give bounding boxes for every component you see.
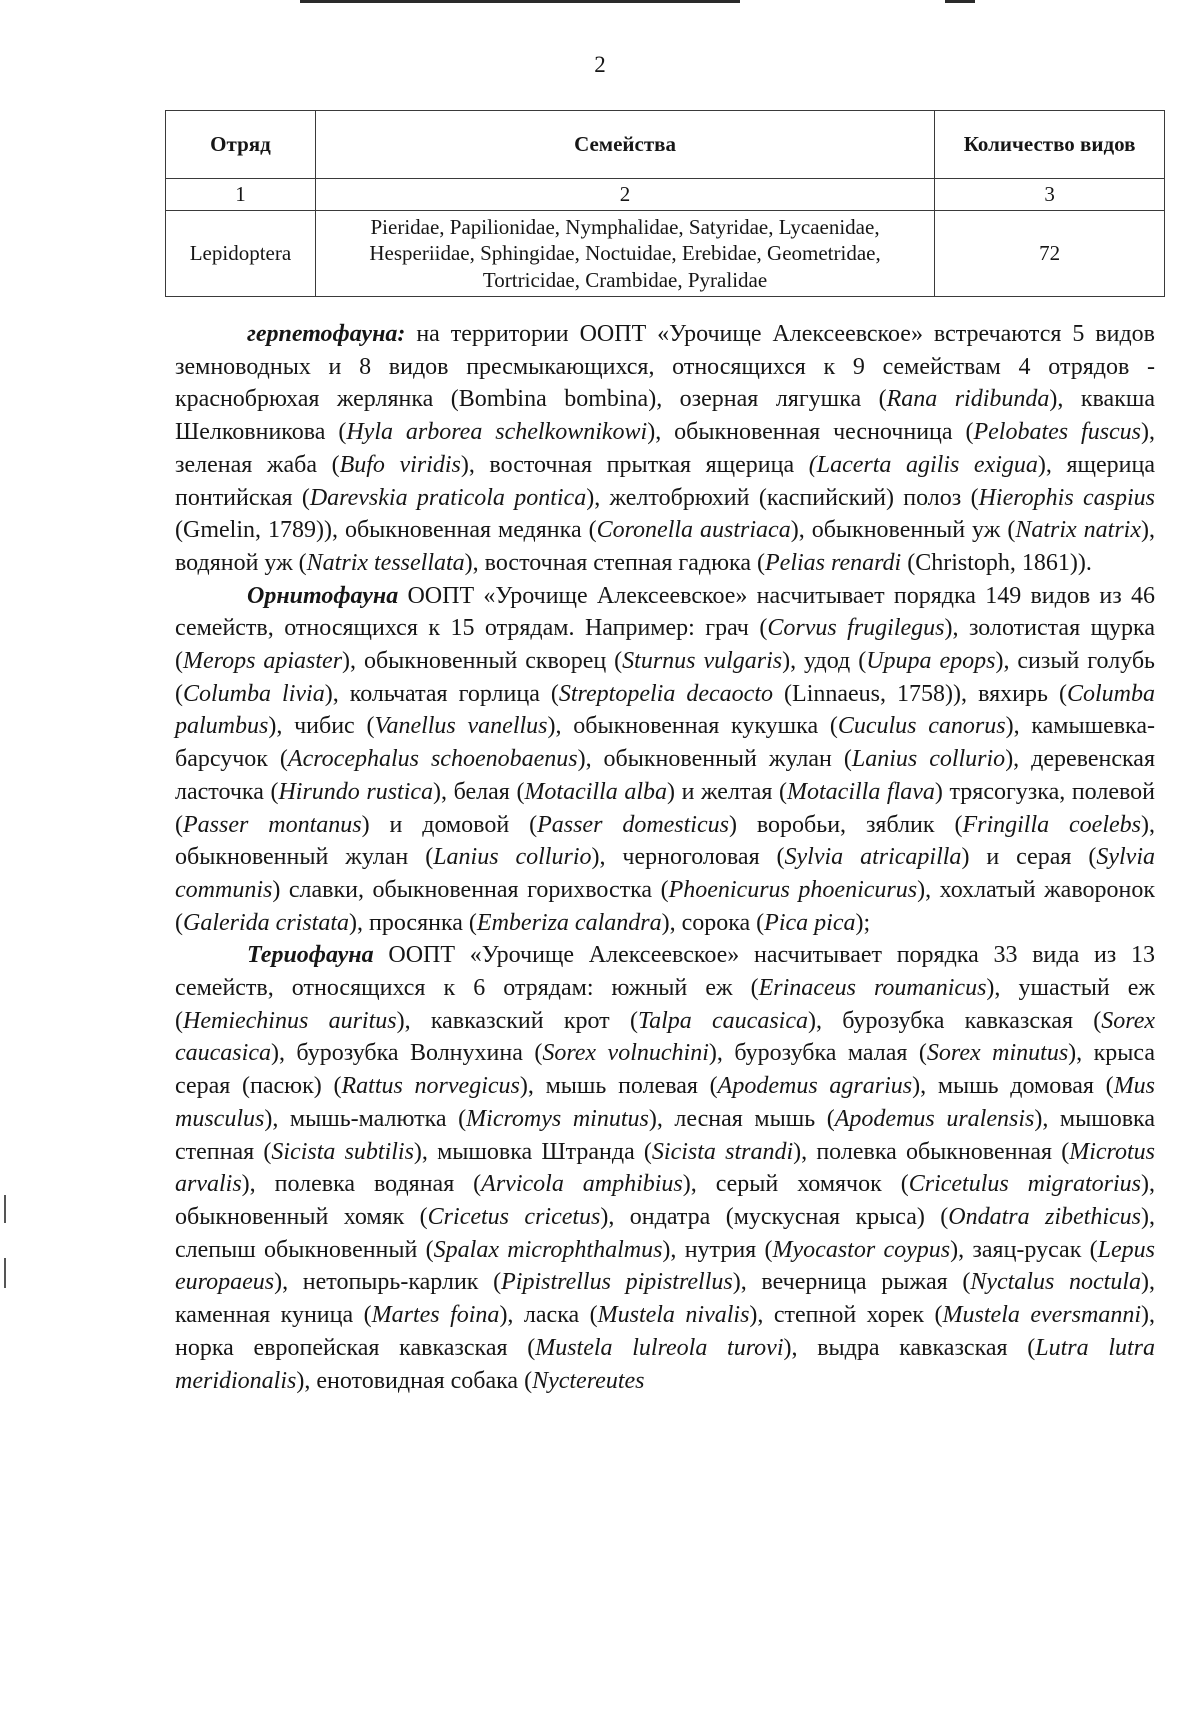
paragraph: [175, 580, 1155, 940]
text-run: (Linnaeus, 1758)), вяхирь (: [773, 680, 1067, 707]
table-index-row: [166, 179, 1165, 211]
species-latin-name: Pica pica: [764, 909, 856, 936]
header-order: Отряд: [166, 111, 316, 179]
index-cell: 3: [935, 179, 1165, 211]
species-latin-name: Sorex minutus: [926, 1040, 1069, 1067]
species-latin-name: Microtus arvalis: [175, 1138, 1155, 1198]
section-heading: герпетофауна:: [247, 321, 406, 347]
text-run: ), мышовка степная (: [175, 1105, 1155, 1165]
species-latin-name: Pelobates fuscus: [973, 419, 1142, 446]
species-latin-name: Micromys minutus: [466, 1105, 649, 1132]
text-run: ), восточная прыткая ящерица: [460, 451, 809, 478]
species-latin-name: Columba palumbus: [175, 680, 1155, 740]
text-run: ) трясогузка, полевой (: [175, 778, 1155, 838]
text-run: ), золотистая щурка (: [175, 615, 1155, 675]
text-run: ), выдра кавказская (: [783, 1334, 1036, 1361]
scan-margin-mark: [4, 1258, 6, 1288]
families-table: [165, 110, 1165, 297]
text-run: ), обыкновенный жулан (: [175, 811, 1155, 871]
species-latin-name: Mustela eversmanni: [942, 1302, 1141, 1329]
species-latin-name: Lepus europaeus: [175, 1236, 1155, 1296]
text-run: ), слепыш обыкновенный (: [175, 1203, 1155, 1263]
species-latin-name: Columba livia: [183, 680, 325, 707]
text-run: ), серый хомячок (: [682, 1171, 909, 1198]
species-latin-name: Darevskia praticola pontica: [309, 484, 587, 511]
text-run: ), хохлатый жаворонок (: [175, 876, 1155, 936]
order-cell: Lepidoptera: [166, 211, 316, 297]
species-latin-name: Sylvia atricapilla: [784, 844, 962, 871]
species-latin-name: Fringilla coelebs: [962, 811, 1141, 838]
species-latin-name: Streptopelia decaocto: [558, 680, 773, 707]
species-latin-name: Motacilla alba: [524, 778, 668, 805]
species-latin-name: Sicista subtilis: [271, 1138, 414, 1165]
text-run: ), удод (: [782, 648, 867, 675]
species-latin-name: Martes foina: [371, 1302, 500, 1329]
species-latin-name: Phoenicurus phoenicurus: [668, 876, 918, 903]
species-latin-name: Erinaceus roumanicus: [758, 975, 987, 1002]
text-run: ), сорока (: [661, 909, 765, 936]
species-latin-name: Emberiza calandra: [476, 909, 662, 936]
text-run: ), обыкновенный хомяк (: [175, 1171, 1156, 1230]
text-run: ), заяц-русак (: [950, 1236, 1098, 1263]
species-latin-name: Hirundo rustica: [278, 778, 434, 805]
species-latin-name: Acrocephalus schoenobaenus: [287, 746, 578, 773]
species-latin-name: Rattus norvegicus: [341, 1073, 520, 1100]
text-run: ) и желтая (: [667, 778, 787, 805]
text-run: (Gmelin, 1789)), обыкновенная медянка (: [175, 517, 597, 544]
species-latin-name: Passer montanus: [183, 811, 362, 838]
species-latin-name: Nyctalus noctula: [970, 1269, 1141, 1296]
text-run: ) славки, обыкновенная горихвостка (: [272, 876, 669, 903]
text-run: ), норка европейская кавказская (: [175, 1302, 1155, 1361]
text-run: ), чибис (: [268, 713, 375, 740]
species-latin-name: Mustela nivalis: [597, 1302, 750, 1329]
index-cell: 1: [166, 179, 316, 211]
count-cell: 72: [935, 211, 1165, 297]
text-run: ), камышевка-барсучок (: [175, 713, 1155, 773]
header-species-count: Количество видов: [935, 111, 1165, 179]
species-latin-name: Arvicola amphibius: [481, 1171, 683, 1198]
text-run: ), лесная мышь (: [648, 1105, 835, 1132]
species-latin-name: Vanellus vanellus: [374, 713, 548, 740]
text-run: ), бурозубка кавказская (: [807, 1007, 1102, 1034]
families-cell: Pieridae, Papilionidae, Nymphalidae, Satyridae, Lycaenidae, Hesperiidae, Sphingidae, Noctuidae, Erebidae, Geometridae, Tortricidae, Crambidae, Pyralidae: [315, 211, 934, 297]
text-run: ), просянка (: [349, 909, 477, 936]
paragraph: [175, 318, 1155, 580]
text-run: ), мышь полевая (: [519, 1073, 718, 1100]
text-run: ) воробьи, зяблик (: [728, 811, 963, 838]
species-latin-name: Hierophis caspius: [978, 484, 1156, 511]
text-run: );: [855, 909, 871, 936]
scan-artifact-line: [945, 0, 975, 3]
species-latin-name: Ondatra zibethicus: [948, 1203, 1141, 1230]
text-run: ), вечерница рыжая (: [732, 1269, 971, 1296]
section-heading: Териофауна: [247, 942, 374, 969]
species-latin-name: Cricetus cricetus: [427, 1203, 601, 1230]
text-run: на территории ООПТ «Урочище Алексеевское» встречаются 5 видов земноводных и 8 видов пресмыкающихся, относящихся к 9 семействам 4 отрядов - краснобрюхая жерлянка (Bombina bombina), озерная лягушка (: [175, 321, 1155, 413]
text-run: ), ондатра (мускусная крыса) (: [600, 1203, 949, 1230]
text-run: ), восточная степная гадюка (: [464, 549, 765, 576]
species-latin-name: Hyla arborea schelkownikowi: [346, 419, 648, 446]
species-latin-name: Pelias renardi: [765, 549, 902, 576]
species-latin-name: Spalax microphthalmus: [433, 1236, 663, 1263]
text-run: ), желтобрюхий (каспийский) полоз (: [586, 484, 979, 511]
species-latin-name: Upupa epops: [866, 648, 996, 675]
species-latin-name: Coronella austriaca: [596, 517, 791, 544]
text-run: ООПТ «Урочище Алексеевское» насчитывает порядка 149 видов из 46 семейств, относящихся к 15 отрядам. Например: грач (: [175, 582, 1155, 642]
text-run: ), ящерица понтийская (: [175, 451, 1156, 511]
text-run: ), бурозубка малая (: [708, 1040, 927, 1067]
species-latin-name: Apodemus uralensis: [834, 1105, 1035, 1132]
species-latin-name: Sicista strandi: [651, 1138, 794, 1165]
text-run: ), мышовка Штранда (: [413, 1138, 652, 1165]
species-latin-name: Motacilla flava: [787, 778, 935, 805]
text-run: ), обыкновенная кукушка (: [547, 713, 838, 740]
page-number: 2: [594, 52, 606, 77]
species-latin-name: Bufo viridis: [339, 451, 461, 478]
species-latin-name: Cuculus canorus: [837, 713, 1006, 740]
text-run: ), кавказский крот (: [396, 1007, 638, 1034]
text-run: ), мышь-малютка (: [264, 1105, 467, 1132]
text-run: ), белая (: [433, 778, 525, 805]
text-run: ), полевка обыкновенная (: [793, 1138, 1070, 1165]
species-latin-name: Galerida cristata: [183, 909, 349, 936]
paragraph: [175, 939, 1155, 1397]
text-run: ), обыкновенная чесночница (: [647, 419, 974, 446]
species-latin-name: Talpa caucasica: [637, 1007, 808, 1034]
text-run: ) и серая (: [961, 844, 1097, 871]
species-latin-name: Nyctereutes: [532, 1367, 645, 1394]
species-latin-name: Sorex caucasica: [175, 1007, 1156, 1067]
species-latin-name: Passer domesticus: [537, 811, 729, 838]
text-run: (Christoph, 1861)).: [901, 549, 1092, 576]
species-latin-name: Sylvia communis: [175, 844, 1155, 903]
text-run: ), сизый голубь (: [175, 648, 1156, 707]
species-latin-name: Sorex volnuchini: [542, 1040, 709, 1067]
species-latin-name: Lanius collurio: [851, 746, 1006, 773]
species-latin-name: Natrix natrix: [1015, 517, 1141, 544]
text-run: ), каменная куница (: [175, 1269, 1155, 1329]
species-latin-name: Hemiechinus auritus: [183, 1007, 397, 1034]
species-latin-name: Apodemus agrarius: [717, 1073, 913, 1100]
species-latin-name: Pipistrellus pipistrellus: [501, 1269, 733, 1296]
species-latin-name: Cricetulus migratorius: [908, 1171, 1142, 1198]
text-run: ), обыкновенный скворец (: [342, 648, 623, 675]
species-latin-name: Mus musculus: [175, 1073, 1156, 1132]
text-run: ), нетопырь-карлик (: [274, 1269, 502, 1296]
species-latin-name: Merops apiaster: [183, 648, 343, 675]
text-run: ), крыса серая (пасюк) (: [175, 1040, 1155, 1100]
species-latin-name: Myocastor coypus: [772, 1236, 951, 1263]
text-run: ), зеленая жаба (: [175, 419, 1156, 478]
text-run: ), нутрия (: [662, 1236, 773, 1263]
species-latin-name: (Lacerta agilis exigua: [808, 451, 1038, 478]
text-run: ), обыкновенный жулан (: [577, 746, 852, 773]
species-latin-name: Rana ridibunda: [886, 386, 1050, 413]
scan-artifact-line: [300, 0, 740, 3]
body-text: [175, 318, 1155, 1397]
species-latin-name: Sturnus vulgaris: [622, 648, 783, 675]
text-run: ), кольчатая горлица (: [324, 680, 559, 707]
text-run: ), енотовидная собака (: [296, 1367, 533, 1394]
text-run: ), деревенская ласточка (: [175, 746, 1155, 805]
text-run: ), квакша Шелковникова (: [175, 386, 1155, 446]
text-run: ), водяной уж (: [175, 517, 1155, 576]
text-run: ), черноголовая (: [591, 844, 785, 871]
text-run: ), ласка (: [499, 1302, 598, 1329]
section-heading: Орнитофауна: [247, 582, 399, 609]
species-latin-name: Natrix tessellata: [306, 549, 465, 576]
text-run: ), мышь домовая (: [912, 1073, 1114, 1100]
species-latin-name: Lanius collurio: [433, 844, 592, 871]
species-latin-name: Corvus frugilegus: [767, 615, 945, 642]
text-run: ), бурозубка Волнухина (: [270, 1040, 543, 1067]
text-run: ), ушастый еж (: [175, 975, 1155, 1034]
scan-margin-mark: [4, 1195, 6, 1223]
text-run: ООПТ «Урочище Алексеевское» насчитывает порядка 33 вида из 13 семейств, относящихся к 6 отрядам: южный еж (: [175, 942, 1155, 1002]
header-families: Семейства: [315, 111, 934, 179]
species-latin-name: Mustela lulreola turovi: [535, 1334, 784, 1361]
text-run: ) и домовой (: [361, 811, 538, 838]
index-cell: 2: [315, 179, 934, 211]
table-row: [166, 211, 1165, 297]
text-run: ), степной хорек (: [749, 1302, 943, 1329]
text-run: ), полевка водяная (: [241, 1171, 482, 1198]
text-run: ), обыкновенный уж (: [790, 517, 1016, 544]
species-latin-name: Lutra lutra meridionalis: [175, 1334, 1155, 1394]
table-header-row: [166, 111, 1165, 179]
